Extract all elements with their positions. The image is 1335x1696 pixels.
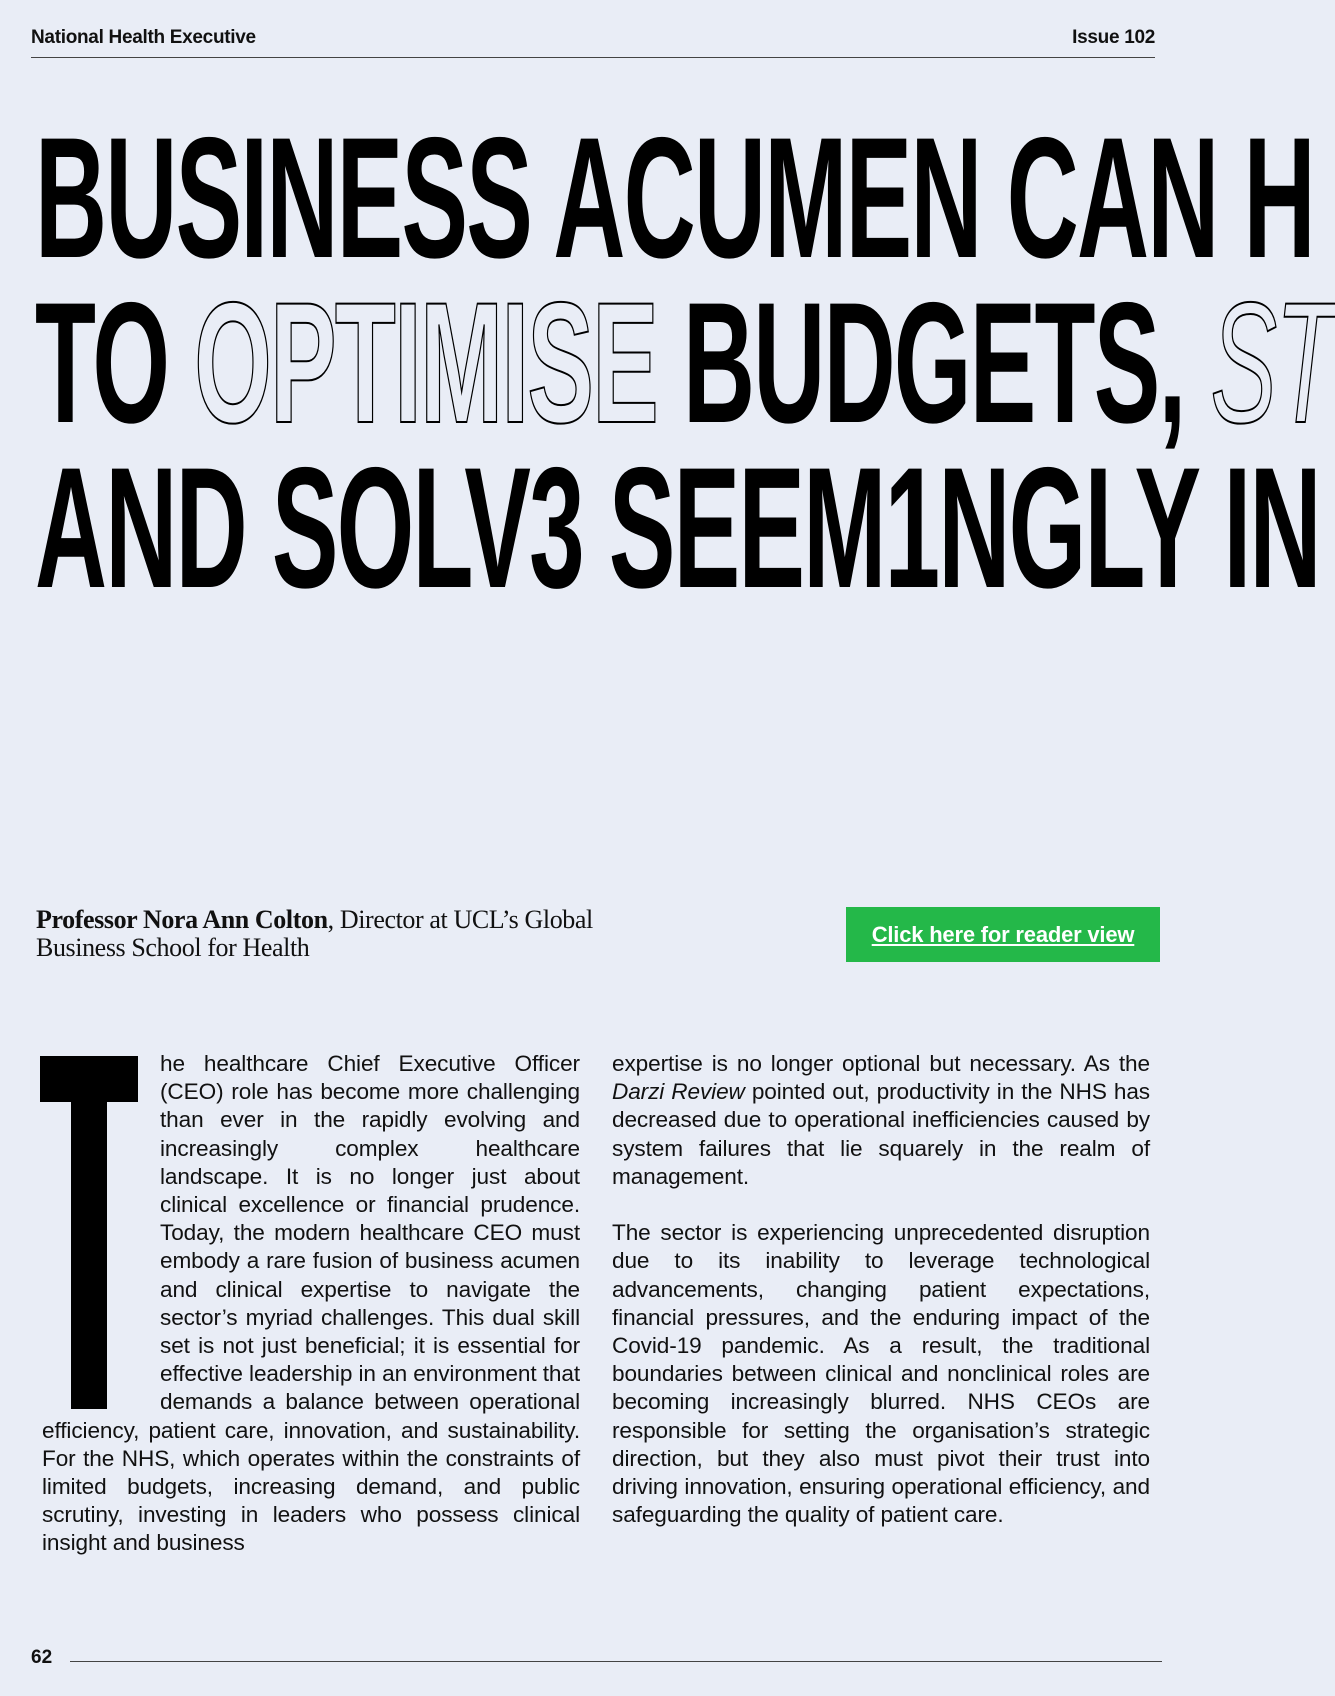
footer-rule <box>70 1661 1162 1662</box>
article-column-right <box>612 1050 1150 1529</box>
drop-cap <box>40 1056 138 1409</box>
headline-budgets: BUDGETS, <box>656 267 1185 459</box>
author-role: , Director at UCL’s Global Business School for Health <box>36 905 593 962</box>
article-paragraph-2 <box>612 1050 1150 1191</box>
article-headline <box>0 102 1335 632</box>
publication-name: National Health Executive <box>31 27 256 48</box>
author-name: Professor Nora Ann Colton <box>36 905 328 934</box>
article-paragraph-3: The sector is experiencing unprecedented disruption due to its inability to leverage technological advancements, changing patient expectations, financial pressures, and the enduring impact of the Covid-19 pandemic. As a result, the traditional boundaries between clinical and nonclinical roles are becoming increasingly blurred. NHS CEOs are responsible for setting the organisation’s strategic direction, but they also must pivot their trust into driving innovation, ensuring operational efficiency, and safeguarding the quality of patient care. <box>612 1220 1150 1528</box>
page-header <box>31 27 1155 58</box>
author-byline <box>36 906 596 962</box>
headline-line-3: AND SOLV3 SEEM1NGLY IN <box>35 432 1320 624</box>
darzi-review-title: Darzi Review <box>612 1079 745 1105</box>
headline-italic-fragment: ST <box>1184 267 1335 459</box>
article-paragraph-1: he healthcare Chief Executive Officer (CEO) role has become more challenging than ever in the rapidly evolving and increasingly complex healthcare landscape. It is no longer just about clinical excellence or financial prudence. Today, the modern healthcare CEO must embody a rare fusion of business acumen and clinical expertise to navigate the sector’s myriad challenges. This dual skill set is not just beneficial; it is essential for effective leadership in an environment that demands a balance between operational efficiency, patient care, innovation, and sustainability. For the NHS, which operates within the constraints of limited budgets, increasing demand, and public scrutiny, investing in leaders who possess clinical insight and business <box>42 1051 580 1556</box>
headline-optimise-outlined: OPTIMISE <box>194 267 657 459</box>
issue-number: Issue 102 <box>1072 27 1155 48</box>
drop-cap-glyph <box>40 1056 138 1409</box>
headline-line-1: BUSINESS ACUMEN CAN H <box>35 102 1314 294</box>
headline-line-2 <box>35 267 1335 459</box>
paragraph-2-start: expertise is no longer optional but necessary. As the <box>612 1051 1150 1076</box>
headline-to: TO <box>35 267 195 459</box>
page-number: 62 <box>31 1647 53 1668</box>
article-column-left <box>42 1050 580 1558</box>
page-footer <box>31 1648 1162 1668</box>
paragraph-2-end: pointed out, productivity in the NHS has decreased due to operational inefficiencies caused by system failures that lie squarely in the realm of management. <box>612 1079 1150 1189</box>
reader-view-button[interactable]: Click here for reader view <box>846 907 1160 962</box>
